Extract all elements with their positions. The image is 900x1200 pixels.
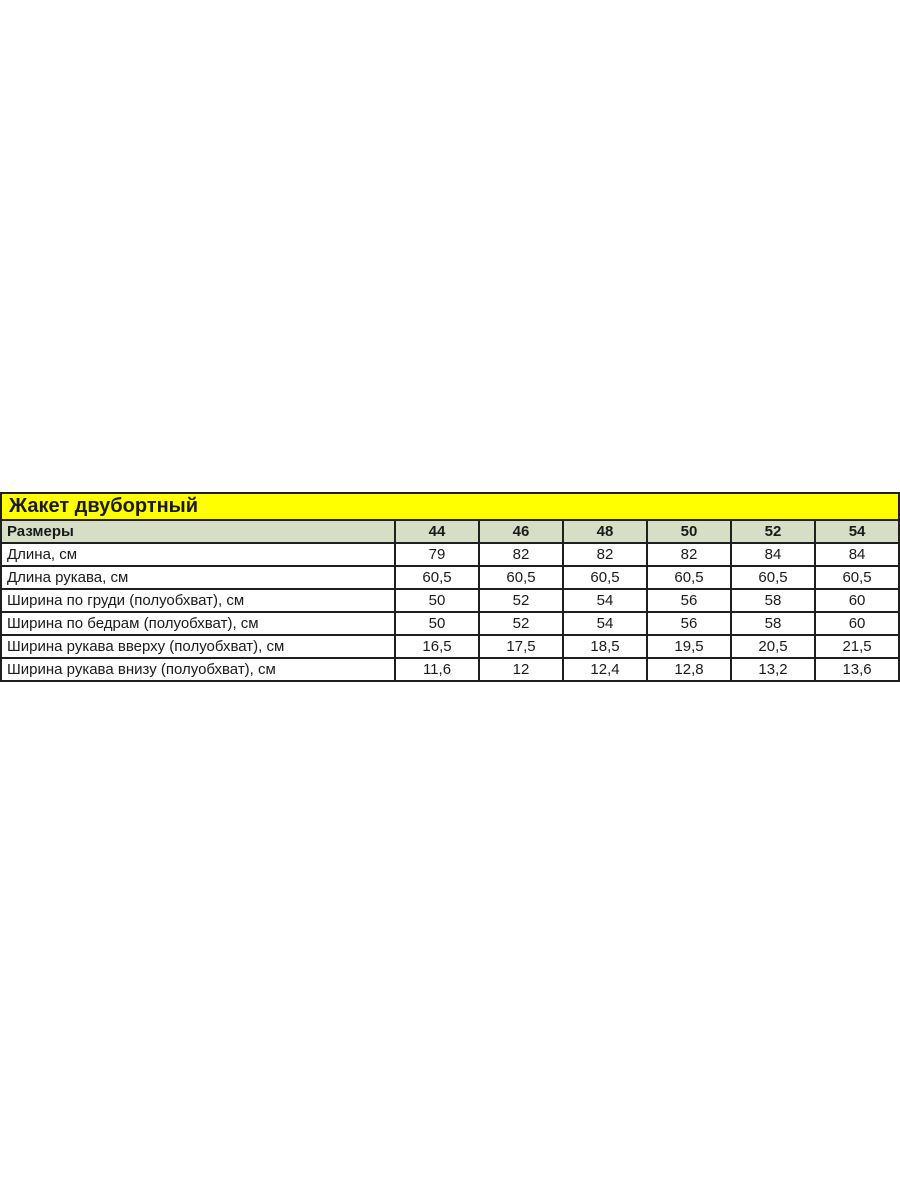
row-label: Ширина рукава внизу (полуобхват), см bbox=[1, 658, 395, 681]
row-label: Длина рукава, см bbox=[1, 566, 395, 589]
value-cell: 84 bbox=[815, 543, 899, 566]
table-body bbox=[1, 543, 899, 681]
column-header-size-50: 50 bbox=[647, 520, 731, 543]
value-cell: 60,5 bbox=[815, 566, 899, 589]
value-cell: 82 bbox=[647, 543, 731, 566]
value-cell: 21,5 bbox=[815, 635, 899, 658]
row-label: Ширина по груди (полуобхват), см bbox=[1, 589, 395, 612]
value-cell: 82 bbox=[563, 543, 647, 566]
column-header-size-46: 46 bbox=[479, 520, 563, 543]
value-cell: 82 bbox=[479, 543, 563, 566]
value-cell: 60,5 bbox=[563, 566, 647, 589]
value-cell: 12 bbox=[479, 658, 563, 681]
table-row bbox=[1, 612, 899, 635]
value-cell: 58 bbox=[731, 612, 815, 635]
value-cell: 60,5 bbox=[731, 566, 815, 589]
value-cell: 11,6 bbox=[395, 658, 479, 681]
value-cell: 54 bbox=[563, 612, 647, 635]
table-row bbox=[1, 658, 899, 681]
table-title-row bbox=[1, 493, 899, 520]
value-cell: 84 bbox=[731, 543, 815, 566]
table-header-row bbox=[1, 520, 899, 543]
size-chart-table bbox=[0, 492, 900, 682]
row-label: Ширина рукава вверху (полуобхват), см bbox=[1, 635, 395, 658]
value-cell: 60,5 bbox=[647, 566, 731, 589]
value-cell: 13,2 bbox=[731, 658, 815, 681]
value-cell: 60,5 bbox=[479, 566, 563, 589]
value-cell: 13,6 bbox=[815, 658, 899, 681]
row-label: Длина, см bbox=[1, 543, 395, 566]
value-cell: 52 bbox=[479, 589, 563, 612]
column-header-size-54: 54 bbox=[815, 520, 899, 543]
value-cell: 17,5 bbox=[479, 635, 563, 658]
value-cell: 56 bbox=[647, 612, 731, 635]
column-header-size-48: 48 bbox=[563, 520, 647, 543]
value-cell: 20,5 bbox=[731, 635, 815, 658]
table-row bbox=[1, 543, 899, 566]
column-header-sizes: Размеры bbox=[1, 520, 395, 543]
column-header-size-44: 44 bbox=[395, 520, 479, 543]
value-cell: 12,4 bbox=[563, 658, 647, 681]
value-cell: 60 bbox=[815, 612, 899, 635]
column-header-size-52: 52 bbox=[731, 520, 815, 543]
table-row bbox=[1, 635, 899, 658]
value-cell: 50 bbox=[395, 612, 479, 635]
row-label: Ширина по бедрам (полуобхват), см bbox=[1, 612, 395, 635]
value-cell: 19,5 bbox=[647, 635, 731, 658]
table-row bbox=[1, 566, 899, 589]
table-title: Жакет двубортный bbox=[1, 493, 899, 520]
value-cell: 52 bbox=[479, 612, 563, 635]
value-cell: 50 bbox=[395, 589, 479, 612]
value-cell: 12,8 bbox=[647, 658, 731, 681]
value-cell: 56 bbox=[647, 589, 731, 612]
value-cell: 18,5 bbox=[563, 635, 647, 658]
value-cell: 54 bbox=[563, 589, 647, 612]
value-cell: 60 bbox=[815, 589, 899, 612]
value-cell: 60,5 bbox=[395, 566, 479, 589]
table-row bbox=[1, 589, 899, 612]
value-cell: 16,5 bbox=[395, 635, 479, 658]
value-cell: 58 bbox=[731, 589, 815, 612]
value-cell: 79 bbox=[395, 543, 479, 566]
